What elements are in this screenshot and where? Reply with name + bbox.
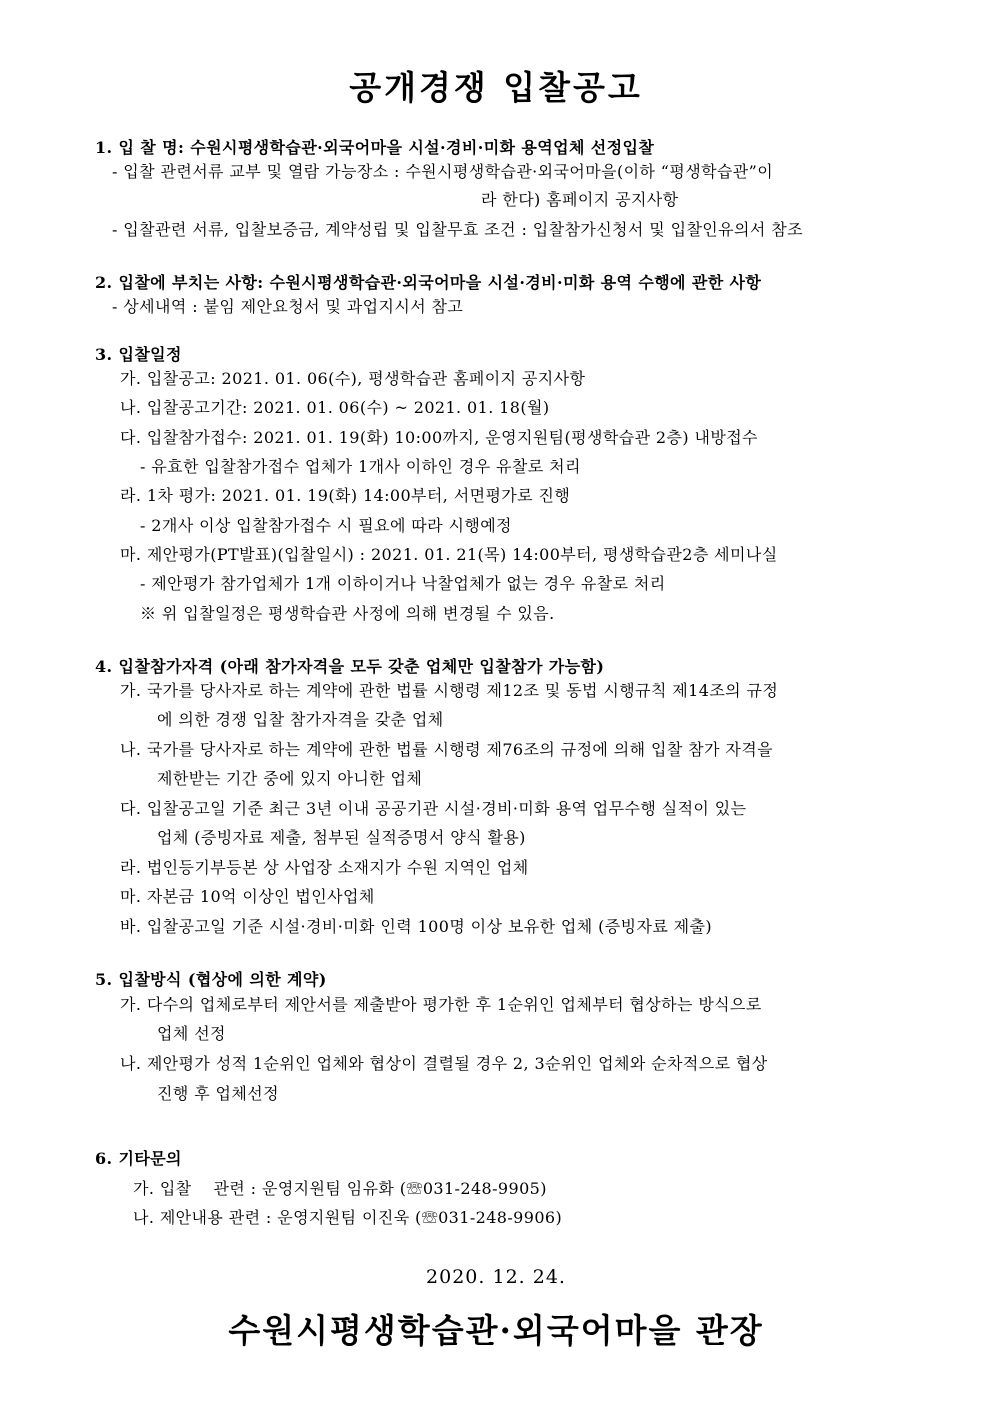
section-3-subitem: - 2개사 이상 입찰참가접수 시 필요에 따라 시행예정 bbox=[140, 516, 512, 535]
section-3-item: 다. 입찰참가접수: 2021. 01. 19(화) 10:00까지, 운영지원팀(평생학습관 2층) 내방접수 bbox=[120, 428, 758, 447]
contact-proposal: 나. 제안내용 관련 : 운영지원팀 이진욱 (☏031-248-9906) bbox=[133, 1208, 563, 1227]
section-3-subitem: - 유효한 입찰참가접수 업체가 1개사 이하인 경우 유찰로 처리 bbox=[140, 457, 581, 476]
announcement-date: 2020. 12. 24. bbox=[426, 1266, 566, 1288]
section-5-item: 나. 제안평가 성적 1순위인 업체와 협상이 결렬될 경우 2, 3순위인 업체와 순차적으로 협상 bbox=[120, 1054, 768, 1073]
section-4-item-continued: 제한받는 기간 중에 있지 아니한 업체 bbox=[157, 769, 423, 788]
section-4-heading: 4. 입찰참가자격 (아래 참가자격을 모두 갖춘 업체만 입찰참가 가능함) bbox=[95, 657, 605, 676]
page-title: 공개경쟁 입찰공고 bbox=[349, 68, 643, 107]
section-1-heading: 1. 입 찰 명: 수원시평생학습관·외국어마을 시설·경비·미화 용역업체 선정입찰 bbox=[95, 138, 655, 157]
section-5-item: 가. 다수의 업체로부터 제안서를 제출받아 평가한 후 1순위인 업체부터 협상하는 방식으로 bbox=[120, 995, 762, 1014]
section-1-item: - 입찰 관련서류 교부 및 열람 가능장소 : 수원시평생학습관·외국어마을(이하 “평생학습관”이 bbox=[112, 162, 774, 181]
section-4-item: 마. 자본금 10억 이상인 법인사업체 bbox=[120, 887, 375, 906]
section-1-item-continued: 라 한다) 홈페이지 공지사항 bbox=[481, 190, 679, 209]
contact-bidding: 가. 입찰 관련 : 운영지원팀 임유화 (☏031-248-9905) bbox=[133, 1179, 547, 1198]
section-3-heading: 3. 입찰일정 bbox=[95, 345, 182, 364]
section-2-heading: 2. 입찰에 부치는 사항: 수원시평생학습관·외국어마을 시설·경비·미화 용역 수행에 관한 사항 bbox=[95, 273, 762, 292]
section-3-item: 가. 입찰공고: 2021. 01. 06(수), 평생학습관 홈페이지 공지사항 bbox=[120, 369, 586, 388]
section-5-item-continued: 진행 후 업체선정 bbox=[157, 1084, 279, 1103]
section-5-heading: 5. 입찰방식 (협상에 의한 계약) bbox=[95, 970, 327, 989]
section-3-item: 라. 1차 평가: 2021. 01. 19(화) 14:00부터, 서면평가로 진행 bbox=[120, 486, 571, 505]
section-1-item: - 입찰관련 서류, 입찰보증금, 계약성립 및 입찰무효 조건 : 입찰참가신청서 및 입찰인유의서 참조 bbox=[112, 220, 803, 239]
section-5-item-continued: 업체 선정 bbox=[157, 1024, 226, 1043]
section-2-item: - 상세내역 : 붙임 제안요청서 및 과업지시서 참고 bbox=[112, 297, 464, 316]
section-4-item: 가. 국가를 당사자로 하는 계약에 관한 법률 시행령 제12조 및 동법 시행규칙 제14조의 규정 bbox=[120, 681, 779, 700]
section-3-subitem: - 제안평가 참가업체가 1개 이하이거나 낙찰업체가 없는 경우 유찰로 처리 bbox=[140, 574, 666, 593]
section-3-item: 마. 제안평가(PT발표)(입찰일시) : 2021. 01. 21(목) 14:00부터, 평생학습관2층 세미나실 bbox=[120, 545, 778, 564]
section-4-item-continued: 에 의한 경쟁 입찰 참가자격을 갖춘 업체 bbox=[157, 710, 444, 729]
section-4-item: 라. 법인등기부등본 상 사업장 소재지가 수원 지역인 업체 bbox=[120, 858, 529, 877]
section-4-item: 나. 국가를 당사자로 하는 계약에 관한 법률 시행령 제76조의 규정에 의해 입찰 참가 자격을 bbox=[120, 740, 773, 759]
section-4-item-continued: 업체 (증빙자료 제출, 첨부된 실적증명서 양식 활용) bbox=[157, 828, 526, 847]
section-6-heading: 6. 기타문의 bbox=[95, 1149, 182, 1168]
section-3-note: ※ 위 입찰일정은 평생학습관 사정에 의해 변경될 수 있음. bbox=[140, 604, 555, 623]
issuer-signature: 수원시평생학습관·외국어마을 관장 bbox=[228, 1311, 764, 1350]
section-4-item: 바. 입찰공고일 기준 시설·경비·미화 인력 100명 이상 보유한 업체 (증빙자료 제출) bbox=[120, 917, 713, 936]
section-3-item: 나. 입찰공고기간: 2021. 01. 06(수) ~ 2021. 01. 18(월) bbox=[120, 398, 550, 417]
section-4-item: 다. 입찰공고일 기준 최근 3년 이내 공공기관 시설·경비·미화 용역 업무수행 실적이 있는 bbox=[120, 799, 747, 818]
